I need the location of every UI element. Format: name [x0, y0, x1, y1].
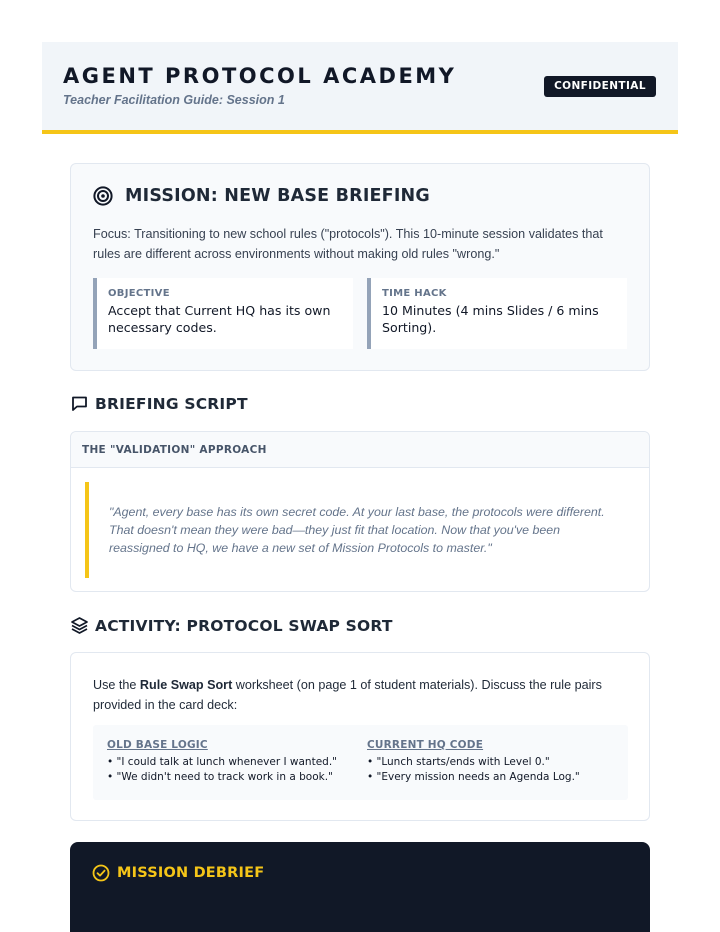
activity-title: ACTIVITY: PROTOCOL SWAP SORT — [95, 616, 393, 635]
list-item: • "Every mission needs an Agenda Log." — [367, 771, 580, 783]
time-hack-box — [367, 278, 627, 349]
layers-icon — [70, 616, 89, 635]
worksheet-name: Rule Swap Sort — [139, 678, 233, 692]
objective-label: OBJECTIVE — [108, 288, 170, 299]
list-item: • "We didn't need to track work in a book." — [107, 771, 333, 783]
document-title: AGENT PROTOCOL ACADEMY — [63, 64, 457, 88]
chat-bubble-icon — [70, 394, 89, 413]
debrief-title-row — [92, 864, 264, 882]
current-hq-heading: CURRENT HQ CODE — [367, 739, 484, 751]
mission-title: MISSION: NEW BASE BRIEFING — [125, 186, 430, 206]
list-item: • "Lunch starts/ends with Level 0." — [367, 756, 550, 768]
old-base-column — [107, 739, 337, 785]
current-hq-column — [367, 739, 580, 785]
old-base-heading: OLD BASE LOGIC — [107, 739, 208, 751]
activity-intro-suffix: worksheet (on page 1 of student materials). Discuss the rule pairs provided in the card deck: — [93, 678, 602, 712]
activity-heading — [70, 616, 393, 635]
time-hack-value: 10 Minutes (4 mins Slides / 6 mins Sorting). — [382, 303, 599, 335]
activity-intro — [93, 675, 623, 715]
mission-focus-text: Focus: Transitioning to new school rules ("protocols"). This 10-minute session validates that rules are different across environments without making old rules "wrong." — [93, 227, 603, 261]
activity-card — [70, 652, 650, 821]
time-hack-label: TIME HACK — [382, 288, 447, 299]
mission-card — [70, 163, 650, 371]
list-item: • "I could talk at lunch whenever I wanted." — [107, 756, 338, 768]
check-circle-icon — [92, 864, 110, 882]
debrief-section — [70, 842, 650, 932]
briefing-script-title: BRIEFING SCRIPT — [95, 394, 248, 413]
document-header — [42, 42, 678, 134]
rule-sort-box — [93, 725, 628, 800]
briefing-script-heading — [70, 394, 248, 413]
mission-title-row — [93, 186, 430, 206]
target-icon — [93, 186, 113, 206]
objective-value: Accept that Current HQ has its own necessary codes. — [108, 303, 331, 335]
script-card — [70, 431, 650, 592]
activity-intro-prefix: Use the — [93, 678, 140, 692]
objective-box — [93, 278, 353, 349]
confidential-badge: CONFIDENTIAL — [544, 76, 656, 97]
script-quote: "Agent, every base has its own secret code. At your last base, the protocols were different. That doesn't mean they were bad—they just fit that location. Now that you've been reassigned to HQ, we have a new set of Mission Protocols to master." — [85, 482, 620, 578]
document-subtitle: Teacher Facilitation Guide: Session 1 — [63, 93, 285, 107]
debrief-title: MISSION DEBRIEF — [117, 865, 265, 881]
approach-label: THE "VALIDATION" APPROACH — [71, 432, 649, 468]
